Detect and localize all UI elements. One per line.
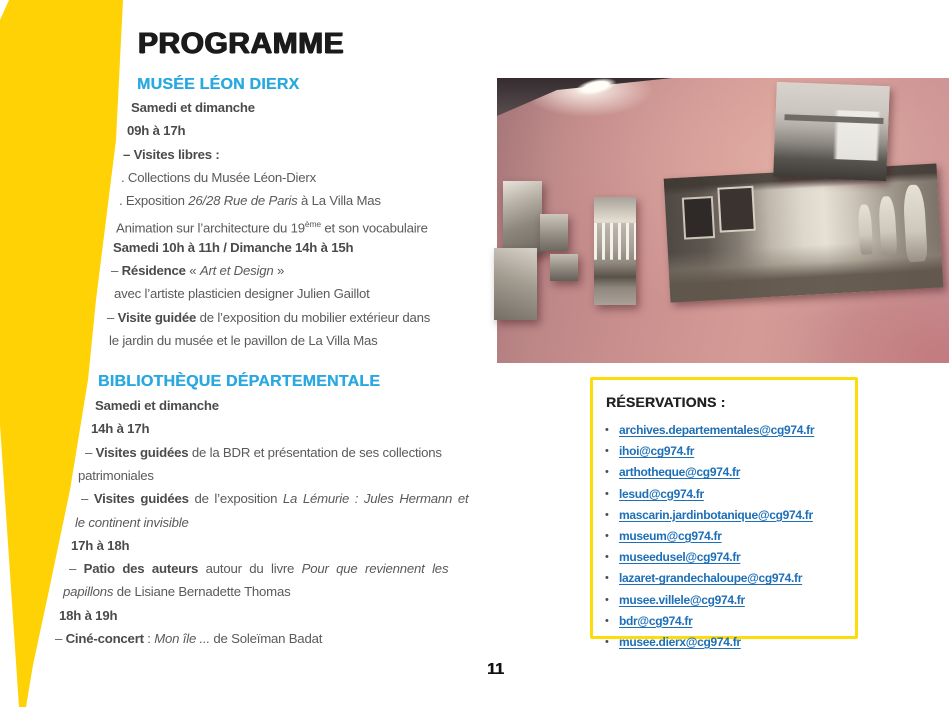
text-run: La Lémurie : Jules Hermann et: [282, 491, 469, 507]
program-line: [63, 580, 291, 603]
text-run: de Lisiane Bernadette Thomas: [113, 584, 291, 600]
text-run: Samedi et dimanche: [95, 398, 219, 413]
text-run: patrimoniales: [78, 467, 154, 483]
framed-photo-small-4: [550, 254, 578, 281]
text-run: Patio des auteurs: [83, 561, 199, 577]
program-lines-musee: [0, 96, 500, 354]
program-line: [123, 143, 220, 166]
bullet-icon: •: [605, 508, 609, 521]
text-run: Art et Design: [199, 263, 274, 279]
text-run: Résidence: [121, 263, 186, 279]
bullet-icon: •: [605, 635, 609, 648]
section-heading-bibliotheque: BIBLIOTHÈQUE DÉPARTEMENTALE: [98, 373, 381, 390]
section-heading-musee-leon-dierx: MUSÉE LÉON DIERX: [137, 76, 300, 93]
email-list-item: [605, 568, 843, 589]
program-lines-bibliotheque: [0, 394, 500, 652]
text-run: – Visites libres :: [123, 146, 220, 162]
text-run: le jardin du musée et le pavillon de La Villa Mas: [109, 333, 378, 348]
program-line: [111, 259, 284, 282]
text-run: Pour que reviennent les: [301, 561, 449, 577]
email-list-item: [605, 420, 843, 441]
reservations-list: [605, 420, 843, 653]
email-list-item: [605, 590, 843, 611]
text-run: »: [273, 263, 285, 279]
email-link[interactable]: musee.villele@cg974.fr: [619, 592, 745, 607]
museum-wall-photo: [497, 78, 949, 363]
text-run: le continent invisible: [75, 514, 189, 530]
reservations-title: RÉSERVATIONS :: [606, 394, 726, 410]
program-line: [91, 417, 149, 440]
text-run: Mon île ...: [154, 631, 210, 646]
text-run: . Exposition: [119, 193, 189, 209]
email-list-item: [605, 632, 843, 653]
email-link[interactable]: bdr@cg974.fr: [619, 613, 693, 628]
text-run: «: [185, 263, 200, 279]
page-title: PROGRAMME: [138, 27, 345, 60]
email-list-item: [605, 462, 843, 483]
text-run: ème: [304, 218, 321, 229]
program-line: [81, 487, 468, 510]
email-list-item: [605, 547, 843, 568]
text-run: 17h à 18h: [71, 537, 130, 553]
email-list-item: [605, 505, 843, 526]
text-run: autour du livre: [198, 561, 302, 577]
bullet-icon: •: [605, 445, 609, 458]
text-run: de l’exposition: [188, 491, 283, 507]
program-line: [78, 464, 154, 487]
bullet-icon: •: [605, 551, 609, 564]
bullet-icon: •: [605, 529, 609, 542]
text-run: de l’exposition du mobilier extérieur dans: [196, 309, 431, 325]
program-line: [55, 627, 322, 650]
text-run: Samedi 10h à 11h / Dimanche 14h à 15h: [113, 239, 354, 255]
email-link[interactable]: lesud@cg974.fr: [619, 486, 704, 501]
email-link[interactable]: museedusel@cg974.fr: [619, 550, 741, 565]
program-line: [116, 213, 428, 236]
reservations-box: [590, 377, 858, 649]
text-run: à La Villa Mas: [297, 193, 381, 209]
framed-photo-colonnade: [594, 197, 636, 305]
text-run: Ciné-concert: [65, 631, 144, 646]
text-run: . Collections du Musée Léon-Dierx: [121, 169, 316, 185]
text-run: –: [107, 309, 118, 325]
bullet-icon: •: [605, 466, 609, 479]
building-roofline: [784, 114, 884, 124]
text-run: avec l’artiste plasticien designer Julien Gaillot: [114, 286, 370, 302]
text-run: –: [111, 263, 122, 279]
program-line: [114, 282, 370, 305]
email-link[interactable]: mascarin.jardinbotanique@cg974.fr: [619, 507, 813, 522]
program-line: [107, 306, 430, 329]
email-link[interactable]: ihoi@cg974.fr: [619, 444, 695, 459]
panorama-statue: [858, 204, 873, 254]
email-list-item: [605, 484, 843, 505]
panorama-picture-frame: [719, 187, 754, 230]
email-link[interactable]: archives.departementales@cg974.fr: [619, 423, 815, 437]
program-line: [131, 96, 255, 119]
text-run: de la BDR et présentation de ses collections: [188, 444, 442, 460]
panorama-statue: [878, 196, 898, 256]
program-line: [113, 236, 353, 259]
text-run: 09h à 17h: [127, 123, 186, 139]
email-list-item: [605, 611, 843, 632]
program-line: [127, 119, 185, 142]
program-line: [121, 166, 316, 189]
program-line: [85, 441, 442, 464]
email-link[interactable]: arthotheque@cg974.fr: [619, 465, 741, 480]
email-list-item: [605, 526, 843, 547]
program-line: [59, 604, 117, 627]
email-link[interactable]: museum@cg974.fr: [619, 528, 722, 543]
program-line: [69, 557, 448, 580]
panorama-picture-frame: [684, 198, 713, 237]
program-line: [109, 329, 378, 352]
text-run: –: [55, 631, 66, 646]
program-line: [95, 394, 219, 417]
email-link[interactable]: musee.dierx@cg974.fr: [619, 634, 741, 649]
text-run: 18h à 19h: [59, 607, 118, 623]
program-line: [75, 511, 189, 534]
email-link[interactable]: lazaret-grandechaloupe@cg974.fr: [619, 571, 803, 586]
text-run: –: [69, 561, 84, 577]
bullet-icon: •: [605, 593, 609, 606]
text-run: papillons: [63, 584, 114, 600]
bullet-icon: •: [605, 614, 609, 627]
text-run: 26/28 Rue de Paris: [188, 193, 298, 209]
page-number: 11: [487, 661, 504, 678]
text-run: et son vocabulaire: [320, 219, 428, 235]
text-run: Animation sur l’architecture du 19: [116, 219, 305, 235]
text-run: Visite guidée: [117, 309, 197, 325]
text-run: –: [85, 444, 96, 460]
text-run: 14h à 17h: [91, 421, 150, 437]
program-line: [71, 534, 129, 557]
text-run: –: [81, 491, 94, 507]
framed-photo-gallery-panorama: [664, 163, 943, 302]
framed-photo-small-1: [503, 181, 542, 255]
text-run: Visites guidées: [95, 444, 189, 460]
text-run: :: [143, 631, 155, 646]
panorama-statue: [902, 184, 928, 262]
framed-photo-small-3: [540, 214, 568, 251]
text-run: Visites guidées: [93, 491, 189, 507]
program-line: [119, 189, 381, 212]
text-run: Samedi et dimanche: [131, 100, 255, 115]
bullet-icon: •: [605, 487, 609, 500]
framed-photo-building: [773, 82, 890, 181]
text-run: de Soleïman Badat: [209, 631, 323, 646]
bullet-icon: •: [605, 424, 609, 436]
email-list-item: [605, 441, 843, 462]
framed-photo-small-2: [494, 248, 537, 320]
bullet-icon: •: [605, 572, 609, 585]
